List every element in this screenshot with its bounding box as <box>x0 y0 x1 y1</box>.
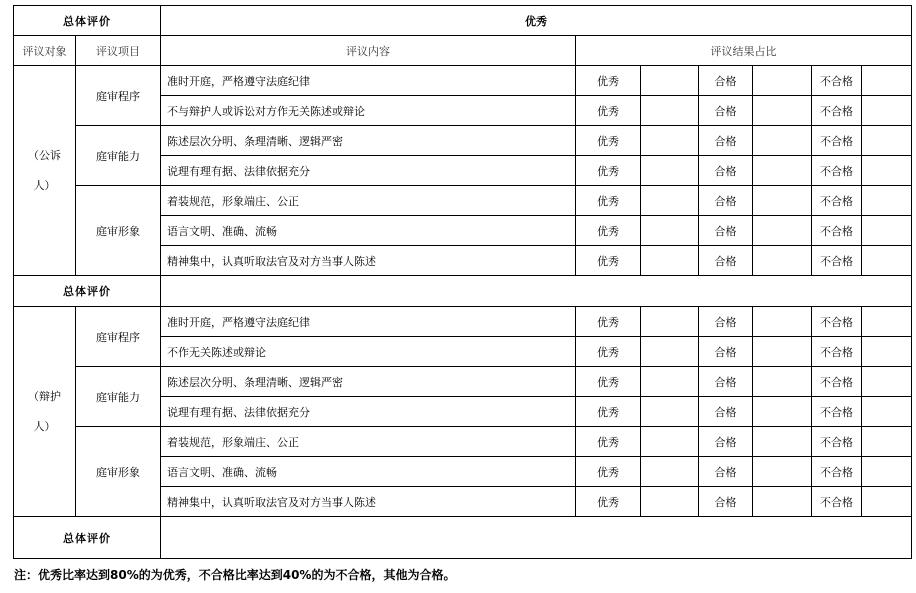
rating-value-pass[interactable] <box>753 457 812 487</box>
rating-value-fail[interactable] <box>862 96 912 126</box>
table-row <box>14 66 912 96</box>
rating-label-excellent: 优秀 <box>576 156 641 186</box>
rating-label-fail: 不合格 <box>812 156 862 186</box>
criterion-text: 不作无关陈述或辩论 <box>161 337 576 367</box>
rating-label-excellent: 优秀 <box>576 487 641 517</box>
rating-label-pass: 合格 <box>699 186 753 216</box>
criterion-text: 陈述层次分明、条理清晰、逻辑严密 <box>161 126 576 156</box>
col-header-item: 评议项目 <box>76 36 161 66</box>
defender-object-label <box>14 307 76 517</box>
table-row <box>14 367 912 397</box>
rating-value-pass[interactable] <box>753 397 812 427</box>
criterion-text: 语言文明、准确、流畅 <box>161 216 576 246</box>
rating-value-excellent[interactable] <box>641 126 699 156</box>
criterion-text: 准时开庭，严格遵守法庭纪律 <box>161 307 576 337</box>
evaluation-table <box>13 5 912 559</box>
category-label: 庭审形象 <box>76 186 161 276</box>
rating-label-pass: 合格 <box>699 216 753 246</box>
rating-value-pass[interactable] <box>753 156 812 186</box>
rating-label-pass: 合格 <box>699 427 753 457</box>
col-header-result: 评议结果占比 <box>576 36 912 66</box>
rating-value-fail[interactable] <box>862 487 912 517</box>
rating-value-pass[interactable] <box>753 216 812 246</box>
criterion-text: 不与辩护人或诉讼对方作无关陈述或辩论 <box>161 96 576 126</box>
rating-label-excellent: 优秀 <box>576 66 641 96</box>
rating-label-pass: 合格 <box>699 96 753 126</box>
rating-label-pass: 合格 <box>699 246 753 276</box>
rating-label-fail: 不合格 <box>812 487 862 517</box>
rating-value-pass[interactable] <box>753 246 812 276</box>
criterion-text: 语言文明、准确、流畅 <box>161 457 576 487</box>
table-row <box>14 427 912 457</box>
rating-label-excellent: 优秀 <box>576 216 641 246</box>
rating-label-fail: 不合格 <box>812 246 862 276</box>
summary-value-prosecutor[interactable] <box>161 276 912 307</box>
rating-label-fail: 不合格 <box>812 427 862 457</box>
rating-value-excellent[interactable] <box>641 156 699 186</box>
rating-value-excellent[interactable] <box>641 487 699 517</box>
rating-label-fail: 不合格 <box>812 367 862 397</box>
rating-value-fail[interactable] <box>862 66 912 96</box>
rating-label-pass: 合格 <box>699 307 753 337</box>
criterion-text: 说理有理有据、法律依据充分 <box>161 156 576 186</box>
rating-label-fail: 不合格 <box>812 307 862 337</box>
col-header-object: 评议对象 <box>14 36 76 66</box>
category-label: 庭审程序 <box>76 66 161 126</box>
rating-value-pass[interactable] <box>753 367 812 397</box>
rating-label-pass: 合格 <box>699 397 753 427</box>
rating-value-pass[interactable] <box>753 126 812 156</box>
criterion-text: 着装规范，形象端庄、公正 <box>161 186 576 216</box>
criterion-text: 精神集中，认真听取法官及对方当事人陈述 <box>161 487 576 517</box>
object-label-line2: 人） <box>33 178 56 192</box>
rating-label-fail: 不合格 <box>812 126 862 156</box>
rating-value-pass[interactable] <box>753 427 812 457</box>
rating-label-fail: 不合格 <box>812 337 862 367</box>
rating-label-pass: 合格 <box>699 457 753 487</box>
object-label-line1: （辩护 <box>28 389 61 403</box>
rating-value-pass[interactable] <box>753 337 812 367</box>
rating-label-excellent: 优秀 <box>576 397 641 427</box>
rating-label-pass: 合格 <box>699 66 753 96</box>
rating-value-fail[interactable] <box>862 156 912 186</box>
rating-value-excellent[interactable] <box>641 427 699 457</box>
rating-value-fail[interactable] <box>862 307 912 337</box>
rating-value-excellent[interactable] <box>641 246 699 276</box>
rating-value-excellent[interactable] <box>641 186 699 216</box>
rating-value-fail[interactable] <box>862 427 912 457</box>
criterion-text: 陈述层次分明、条理清晰、逻辑严密 <box>161 367 576 397</box>
criterion-text: 着装规范，形象端庄、公正 <box>161 427 576 457</box>
rating-value-excellent[interactable] <box>641 337 699 367</box>
summary-label-defender: 总体评价 <box>14 517 161 559</box>
rating-value-pass[interactable] <box>753 96 812 126</box>
rating-label-excellent: 优秀 <box>576 457 641 487</box>
rating-label-pass: 合格 <box>699 337 753 367</box>
rating-label-pass: 合格 <box>699 487 753 517</box>
rating-label-fail: 不合格 <box>812 66 862 96</box>
rating-value-excellent[interactable] <box>641 96 699 126</box>
category-label: 庭审形象 <box>76 427 161 517</box>
table-row <box>14 186 912 216</box>
object-label-line1: （公诉 <box>28 148 61 162</box>
rating-label-excellent: 优秀 <box>576 186 641 216</box>
rating-label-excellent: 优秀 <box>576 126 641 156</box>
rating-label-excellent: 优秀 <box>576 337 641 367</box>
rating-value-fail[interactable] <box>862 216 912 246</box>
footnote: 注：优秀比率达到80%的为优秀，不合格比率达到40%的为不合格，其他为合格。 <box>14 568 456 582</box>
section-prosecutor <box>14 66 912 276</box>
rating-label-excellent: 优秀 <box>576 307 641 337</box>
rating-label-pass: 合格 <box>699 126 753 156</box>
rating-label-excellent: 优秀 <box>576 96 641 126</box>
rating-label-fail: 不合格 <box>812 186 862 216</box>
rating-value-excellent[interactable] <box>641 66 699 96</box>
category-label: 庭审程序 <box>76 307 161 367</box>
summary-value-defender[interactable] <box>161 517 912 559</box>
rating-label-fail: 不合格 <box>812 216 862 246</box>
criterion-text: 准时开庭，严格遵守法庭纪律 <box>161 66 576 96</box>
overall-value-top: 优秀 <box>161 6 912 36</box>
criterion-text: 精神集中，认真听取法官及对方当事人陈述 <box>161 246 576 276</box>
col-header-content: 评议内容 <box>161 36 576 66</box>
rating-value-pass[interactable] <box>753 66 812 96</box>
section-defender <box>14 307 912 517</box>
rating-value-fail[interactable] <box>862 126 912 156</box>
rating-value-fail[interactable] <box>862 246 912 276</box>
rating-value-excellent[interactable] <box>641 216 699 246</box>
rating-value-pass[interactable] <box>753 307 812 337</box>
rating-value-excellent[interactable] <box>641 397 699 427</box>
rating-value-fail[interactable] <box>862 397 912 427</box>
object-label-line2: 人） <box>33 419 56 433</box>
rating-value-pass[interactable] <box>753 186 812 216</box>
summary-label-prosecutor: 总体评价 <box>14 276 161 307</box>
rating-value-excellent[interactable] <box>641 367 699 397</box>
overall-label-top: 总体评价 <box>14 6 161 36</box>
rating-value-fail[interactable] <box>862 186 912 216</box>
rating-value-fail[interactable] <box>862 367 912 397</box>
rating-value-excellent[interactable] <box>641 307 699 337</box>
category-label: 庭审能力 <box>76 126 161 186</box>
rating-label-excellent: 优秀 <box>576 427 641 457</box>
rating-label-excellent: 优秀 <box>576 367 641 397</box>
rating-value-pass[interactable] <box>753 487 812 517</box>
rating-value-excellent[interactable] <box>641 457 699 487</box>
rating-label-fail: 不合格 <box>812 457 862 487</box>
rating-label-excellent: 优秀 <box>576 246 641 276</box>
rating-label-fail: 不合格 <box>812 96 862 126</box>
rating-value-fail[interactable] <box>862 457 912 487</box>
table-row <box>14 126 912 156</box>
criterion-text: 说理有理有据、法律依据充分 <box>161 397 576 427</box>
rating-label-pass: 合格 <box>699 367 753 397</box>
table-row <box>14 307 912 337</box>
rating-label-fail: 不合格 <box>812 397 862 427</box>
rating-label-pass: 合格 <box>699 156 753 186</box>
category-label: 庭审能力 <box>76 367 161 427</box>
rating-value-fail[interactable] <box>862 337 912 367</box>
prosecutor-object-label <box>14 66 76 276</box>
